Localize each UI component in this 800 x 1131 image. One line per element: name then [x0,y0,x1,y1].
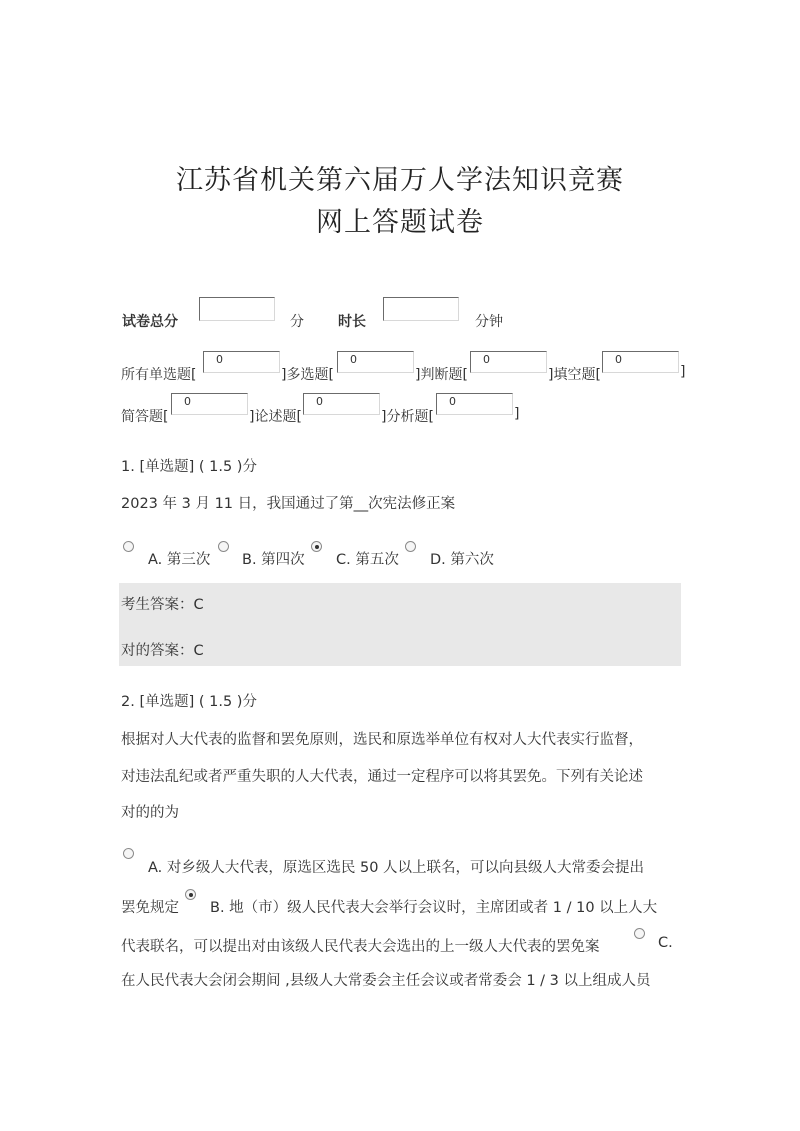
q2-option-a-line-2: 罢免规定 [121,900,179,916]
q2-option-a-line-1: A. 对乡级人大代表，原选区选民 50 人以上联名，可以向县级人大常委会提出 [148,860,645,876]
q1-correct-answer: 对的答案：C [121,643,204,659]
multi-choice-count-field[interactable]: 0 [337,351,414,373]
fill-blank-count-field[interactable]: 0 [602,351,679,373]
question-1-header: 1. [单选题] ( 1.5 )分 [121,459,257,475]
q1-option-a-radio[interactable] [123,541,134,552]
fill-blank-count-label: ]填空题[ [548,367,601,383]
q1-option-c-radio[interactable] [311,541,322,552]
duration-field[interactable] [383,297,459,321]
analysis-count-field[interactable]: 0 [436,393,513,415]
multi-choice-count-label: ]多选题[ [281,367,334,383]
analysis-count-label: ]分析题[ [381,409,434,425]
question-1-text: 2023 年 3 月 11 日，我国通过了第__次宪法修正案 [121,496,456,512]
q2-option-b-line-2: 代表联名，可以提出对由该级人民代表大会选出的上一级人大代表的罢免案 [121,939,600,955]
q1-option-b-label: B. 第四次 [242,552,305,568]
question-2-text-line-2: 对违法乱纪或者严重失职的人大代表，通过一定程序可以将其罢免。下列有关论述 [121,769,643,785]
fill-blank-close: ] [680,364,686,380]
total-score-unit: 分 [290,314,304,330]
short-answer-count-label: 简答题[ [121,409,169,425]
essay-count-field[interactable]: 0 [303,393,380,415]
judgment-count-label: ]判断题[ [415,367,468,383]
essay-count-label: ]论述题[ [249,409,302,425]
question-2-header: 2. [单选题] ( 1.5 )分 [121,694,257,710]
question-2-text-line-1: 根据对人大代表的监督和罢免原则，选民和原选举单位有权对人大代表实行监督， [121,732,643,748]
page-subtitle: 网上答题试卷 [316,207,484,238]
single-choice-count-label: 所有单选题[ [121,367,197,383]
short-answer-count-field[interactable]: 0 [171,393,248,415]
q2-option-c-label: C. [658,935,673,951]
question-2-text-line-3: 对的的为 [121,805,179,821]
q2-option-c-line-1: 在人民代表大会闭会期间 ,县级人大常委会主任会议或者常委会 1 / 3 以上组成人员 [121,973,651,989]
duration-unit: 分钟 [475,314,503,330]
page-title: 江苏省机关第六届万人学法知识竞赛 [176,165,624,196]
duration-label: 时长 [338,314,366,330]
analysis-close: ] [514,406,520,422]
q2-option-b-line-1: B. 地（市）级人民代表大会举行会议时，主席团或者 1 / 10 以上人大 [210,900,658,916]
single-choice-count-field[interactable]: 0 [203,351,280,373]
q1-option-d-label: D. 第六次 [430,552,494,568]
total-score-label: 试卷总分 [122,314,178,330]
total-score-field[interactable] [199,297,275,321]
q1-option-d-radio[interactable] [405,541,416,552]
q1-option-b-radio[interactable] [218,541,229,552]
q1-option-c-label: C. 第五次 [336,552,399,568]
q2-option-a-radio[interactable] [123,848,134,859]
q2-option-b-radio[interactable] [185,889,196,900]
judgment-count-field[interactable]: 0 [470,351,547,373]
q1-option-a-label: A. 第三次 [148,552,211,568]
q2-option-c-radio[interactable] [634,928,645,939]
q1-student-answer: 考生答案：C [121,597,204,613]
